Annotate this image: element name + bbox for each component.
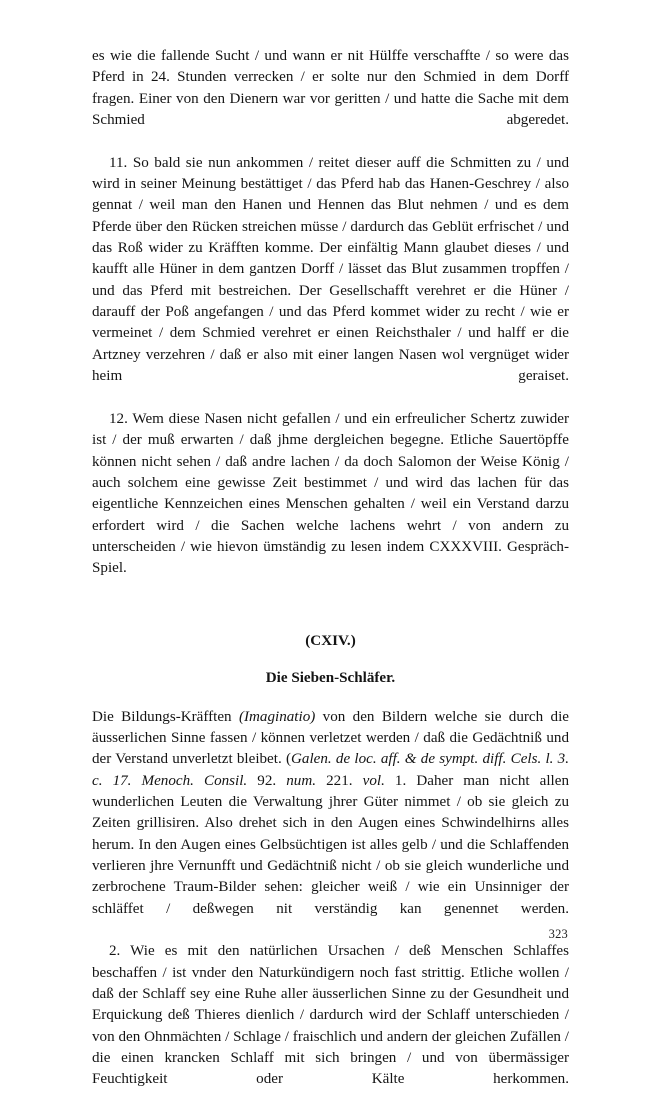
text-segment: 1. Daher man nicht allen wunderlichen Leuten die Verwaltung jhrer Güter nimmet / ob sie gleich zu Zeiten grillisiren. Also drehet sich in den Augen eines Schwindelhirns alles herum. In den Augen eines Gelbsüchtigen ist alles gelb / und die Schlaffenden verlieren jhre Vernunfft und Gedächtniß nicht / ob sie gleich wunderliche und zerbrochene Traum-Bilder sehen: gleicher weiß / wie ein Unsinniger der schläffet / deßwegen nit verständig kan genennet werden. [92, 772, 569, 917]
section-paragraph-1 [92, 707, 569, 942]
italic-term-imaginatio: (Imaginatio) [238, 708, 316, 725]
text-column [92, 46, 569, 1112]
paragraph-12: 12. Wem diese Nasen nicht gefallen / und ein erfreulicher Schertz zuwider ist / der muß erwarten / daß jhme dergleichen begegne. Etliche Sauertöpffe können nicht sehen / daß andre lachen / da doch Salomon der Weise König / auch solchem eine gewisse Zeit bestimmet / und wird das lachen für das eigentliche Kennzeichen eines Menschen gehalten / weil ein Verstand darzu erfordert wird / die Sachen welche lachens wehrt / von andern zu unterscheiden / wie hievon ümständig zu lesen indem CXXXVIII. Gespräch-Spiel. [92, 410, 569, 577]
text-segment: von den Bildern welche sie durch die äusserlichen Sinne fassen / können verletzet werden / daß die Gedächtniß und der Verstand unverletzt bleibet. ( [92, 708, 570, 768]
paragraph-11: 11. So bald sie nun ankommen / reitet dieser auff die Schmitten zu / und wird in seiner Meinung bestättiget / das Pferd hab das Hanen-Geschrey / also gennat / weil man den Hanen und Hennen das Blut nehmen / und es dem Pferde über den Rücken streichen müsse / dardurch das Geblüt erfrischet / und das Roß wider zu Kräfften komme. Der einfältig Mann glaubet dieses / und kaufft alle Hüner in dem gantzen Dorff / lässet das Blut zusammen tropffen / und das Pferd mit bestreichen. Der Gesellschafft verehret er die Hüner / darauff der Poß angefangen / und das Pferd kommet wider zu recht / wie er vermeinet / dem Schmied verehret er einen Reichsthaler / und halff er die Artzney verzehren / daß er also mit einer langen Nasen wol vergnüget wider heim geraiset. [92, 154, 569, 385]
italic-citation-source: Galen. de loc. aff. & de sympt. diff. Cels. l. 3. c. 17. Menoch. Consil. [92, 751, 569, 789]
section-number: (CXIV.) [305, 632, 356, 649]
text-segment: 92. [247, 772, 287, 789]
text-segment: Die Bildungs-Kräfften [92, 708, 239, 725]
italic-citation-vol: vol. [362, 772, 385, 789]
paragraph-continued: es wie die fallende Sucht / und wann er nit Hülffe verschaffte / so were das Pferd in 24. Stunden verrecken / er solte nur den Schmied in dem Dorff fragen. Einer von den Dienern war vor geritten / und hatte die Sache mit dem Schmied abgeredet. [92, 48, 569, 129]
page-number: 323 [548, 927, 568, 941]
text-segment: 221. [316, 772, 363, 789]
section-title: Die Sieben-Schläfer. [265, 670, 396, 687]
section-paragraph-2: 2. Wie es mit den natürlichen Ursachen / deß Menschen Schlaffes beschaffen / ist vnder den Naturkündigern noch fast strittig. Etliche wollen / daß der Schlaff sey eine Ruhe aller äusserlichen Sinne zu der Gesundheit und Erquickung deß Thieres dienlich / dardurch wird der Schlaff unterschieden / von den Ohnmächten / Schlage / fraischlich und andern der gleichen Zufällen / die einen krancken Schlaff mit sich bringen / und von übermässiger Feuchtigkeit oder Kälte herkommen. [92, 943, 569, 1088]
italic-citation-num: num. [286, 772, 317, 789]
